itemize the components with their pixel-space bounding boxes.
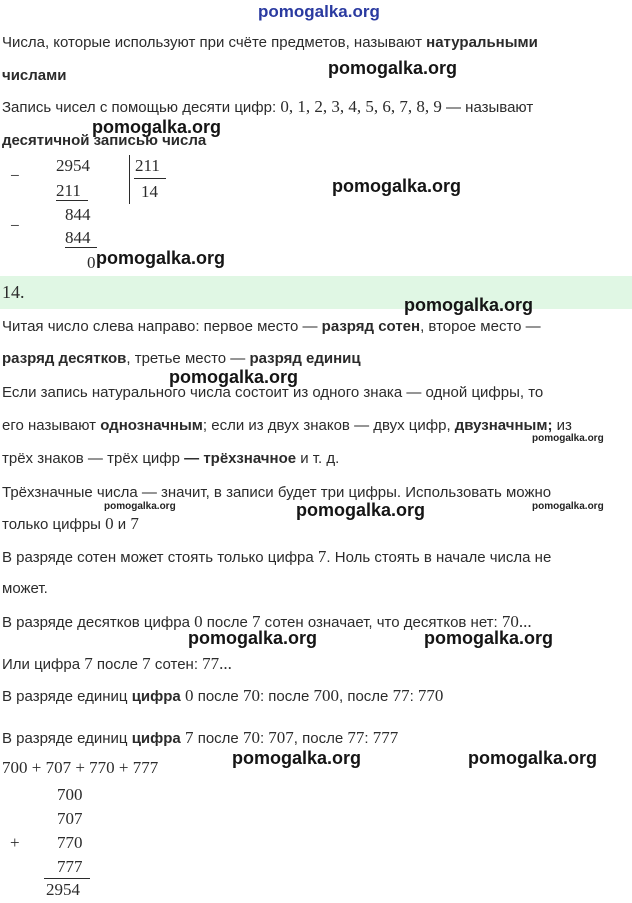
digits-list: 0, 1, 2, 3, 4, 5, 6, 7, 8, 9 (280, 97, 442, 116)
body-text: , после (339, 688, 393, 705)
body-text: В разряде единиц (2, 688, 132, 705)
bold-term: двузначным; (454, 417, 553, 434)
minus-sign: − (10, 166, 20, 185)
watermark: pomogalka.org (232, 748, 362, 768)
sum-total: 2954 (46, 880, 80, 899)
bold-term: цифра (131, 730, 181, 747)
number: 77... (202, 654, 232, 673)
divisor: 211 (135, 156, 160, 175)
watermark: pomogalka.org (332, 176, 462, 196)
body-text: : (409, 688, 418, 705)
digit: 0 (180, 686, 194, 705)
plus-sign: + (10, 833, 20, 852)
body-text: и т. д. (296, 450, 340, 467)
body-line-3: Если запись натурального числа состоит из одного знака — одной цифры, то (2, 384, 544, 401)
body-text: после (193, 730, 243, 747)
sum-expression: 700 + 707 + 770 + 777 (2, 758, 159, 777)
body-line-5 (2, 450, 339, 467)
body-text: : (364, 730, 373, 747)
digit: 0 (194, 612, 203, 631)
sum-line (44, 878, 90, 879)
body-line-1 (2, 318, 541, 335)
number: 770 (417, 686, 444, 705)
remainder-1: 844 (65, 205, 91, 224)
task-header-band (0, 276, 632, 309)
body-text: только цифры (2, 516, 106, 533)
body-text: его называют (2, 417, 101, 434)
body-line-9: может. (2, 580, 48, 597)
body-text: сотен: (150, 656, 203, 673)
body-text: , третье место — (126, 350, 250, 367)
body-line-6: Трёхзначные числа — значит, в записи будет три цифры. Использовать можно (2, 484, 552, 501)
watermark-small: pomogalka.org (104, 501, 176, 512)
number: 700 (313, 686, 339, 705)
body-text: В разряде единиц (2, 730, 132, 747)
body-text: : (259, 730, 269, 747)
number: 707 (268, 728, 294, 747)
intro-text: Запись чисел с помощью десяти цифр: (2, 99, 281, 116)
digit: 7 (180, 728, 194, 747)
digit: 7 (84, 654, 93, 673)
intro-line-3 (2, 97, 533, 117)
watermark-small: pomogalka.org (532, 433, 604, 444)
bold-term: цифра (131, 688, 181, 705)
body-text: и (113, 516, 131, 533)
body-line-11 (2, 654, 232, 674)
watermark: pomogalka.org (404, 295, 534, 315)
number: 70 (242, 728, 260, 747)
watermark: pomogalka.org (92, 117, 222, 137)
addend: 700 (57, 785, 83, 804)
body-line-8 (2, 547, 551, 567)
minus-sign: − (10, 216, 20, 235)
underline (65, 247, 97, 248)
body-text: ; если из двух знаков — двух цифр, (202, 417, 455, 434)
body-line-7 (2, 514, 139, 534)
number: 70 (242, 686, 260, 705)
bold-term: разряд сотен (321, 318, 421, 335)
number: 777 (372, 728, 399, 747)
body-line-4 (2, 417, 572, 434)
watermark-small: pomogalka.org (532, 501, 604, 512)
digit: 7 (130, 514, 139, 533)
addend: 707 (57, 809, 83, 828)
intro-text: Числа, которые используют при счёте предметов, называют (2, 34, 427, 51)
watermark: pomogalka.org (424, 628, 554, 648)
bold-term: натуральными (426, 34, 538, 51)
divisor-line (134, 178, 166, 179)
watermark: pomogalka.org (296, 500, 426, 520)
body-text: после (193, 688, 243, 705)
bold-term: однозначным (100, 417, 203, 434)
body-text: после (202, 614, 252, 631)
body-text: : после (259, 688, 314, 705)
number: 70... (501, 612, 532, 631)
digit: 7 (317, 547, 327, 566)
watermark: pomogalka.org (96, 248, 226, 268)
digit: 7 (142, 654, 151, 673)
underline (56, 200, 88, 201)
watermark: pomogalka.org (468, 748, 598, 768)
digit: 0 (105, 514, 114, 533)
division-bar (129, 155, 130, 204)
body-text: В разряде сотен может стоять только цифра (2, 549, 318, 566)
digit: 7 (252, 612, 261, 631)
addend: 770 (57, 833, 83, 852)
body-text: В разряде десятков цифра (2, 614, 195, 631)
intro-text: — называют (441, 99, 534, 116)
body-text: сотен означает, что десятков нет: (260, 614, 502, 631)
body-text: трёх знаков — трёх цифр (2, 450, 185, 467)
watermark: pomogalka.org (188, 628, 318, 648)
body-text: Или цифра (2, 656, 85, 673)
task-number: 14. (2, 282, 25, 302)
subtrahend-1: 211 (56, 181, 81, 200)
bold-term: — трёхзначное (184, 450, 297, 467)
watermark: pomogalka.org (328, 58, 458, 78)
body-text: . Ноль стоять в начале числа не (326, 549, 552, 566)
number: 77 (347, 728, 365, 747)
intro-line-1 (2, 34, 538, 51)
watermark: pomogalka.org (169, 367, 299, 387)
body-line-2 (2, 350, 361, 367)
quotient: 14 (141, 182, 158, 201)
dividend: 2954 (56, 156, 90, 175)
top-watermark-link[interactable]: pomogalka.org (258, 2, 380, 21)
addend: 777 (57, 857, 83, 876)
body-line-13 (2, 728, 398, 748)
body-text: , после (293, 730, 348, 747)
body-text: после (92, 656, 143, 673)
bold-term: десятичной записью числа (2, 132, 207, 149)
remainder-final: 0 (87, 253, 96, 272)
intro-line-2 (2, 67, 66, 84)
number: 77 (392, 686, 410, 705)
bold-term: числами (2, 67, 67, 84)
body-text: из (552, 417, 572, 434)
body-line-12 (2, 686, 443, 706)
body-text: Читая число слева направо: первое место — (2, 318, 322, 335)
bold-term: разряд десятков (2, 350, 127, 367)
body-text: , второе место — (420, 318, 541, 335)
subtrahend-2: 844 (65, 228, 91, 247)
bold-term: разряд единиц (249, 350, 361, 367)
